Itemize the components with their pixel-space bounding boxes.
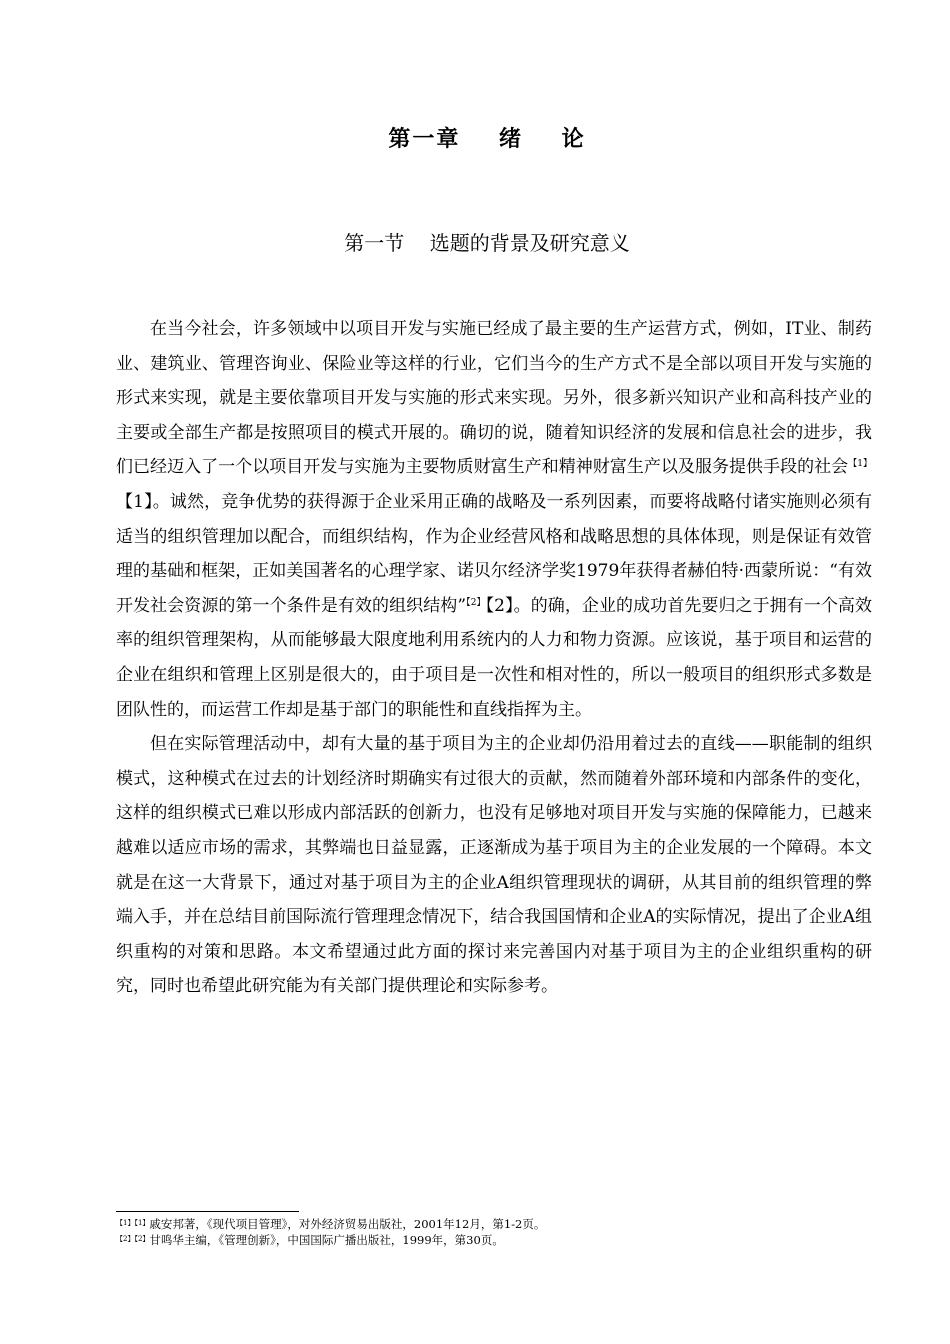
footnote-ref-1: 【1】	[848, 459, 873, 470]
footnotes	[116, 1216, 876, 1248]
chapter-title: 第一章 绪 论	[388, 127, 586, 152]
body-text	[116, 312, 872, 1004]
paragraph-1-text-c: 。的确，企业的成功首先要归之于拥有一个高效率的组织管理架构，从而能够最大限度地利用系统内的人力和物力资源。应该说，基于项目和运营的企业在组织和管理上区别是很大的，由于项目是一次性和相对性的，所以一般项目的组织形式多数是团队性的，而运营工作却是基于部门的职能性和直线指挥为主。	[116, 595, 873, 720]
footnote-2-marker: 【2】【2】	[116, 1235, 150, 1243]
paragraph-1-text-b: 。诚然，竞争优势的获得源于企业采用正确的战略及一系列因素，而要将战略付诸实施则必须有适当的组织管理加以配合，而组织结构，作为企业经营风格和战略思想的具体体现，则是保证有效管理的基础和框架，正如美国著名的心理学家、诺贝尔经济学奖1979年获得者赫伯特·西蒙所说：“有效开发社会资源的第一个条件是有效的组织结构”	[116, 491, 872, 616]
footnote-2	[116, 1232, 876, 1248]
footnote-1	[116, 1216, 876, 1232]
footnote-1-marker: 【1】【1】	[116, 1219, 150, 1227]
section-title: 第一节 选题的背景及研究意义	[344, 231, 630, 255]
footnote-2-text: 甘鸣华主编，《管理创新》，中国国际广播出版社，1999年，第30页。	[149, 1233, 504, 1247]
footnote-1-text: 戚安邦著，《现代项目管理》，对外经济贸易出版社，2001年12月，第1-2页。	[149, 1217, 546, 1231]
footnote-ref-2: 【2】	[466, 597, 486, 608]
paragraph-2: 但在实际管理活动中，却有大量的基于项目为主的企业却仍沿用着过去的直线——职能制的组织模式，这种模式在过去的计划经济时期确实有过很大的贡献，然而随着外部环境和内部条件的变化，这样的组织模式已难以形成内部活跃的创新力，也没有足够地对项目开发与实施的保障能力，已越来越难以适应市场的需求，其弊端也日益显露，正逐渐成为基于项目为主的企业发展的一个障碍。本文就是在这一大背景下，通过对基于项目为主的企业A组织管理现状的调研，从其目前的组织管理的弊端入手，并在总结目前国际流行管理理念情况下，结合我国国情和企业A的实际情况，提出了企业A组织重构的对策和思路。本文希望通过此方面的探讨来完善国内对基于项目为主的企业组织重构的研究，同时也希望此研究能为有关部门提供理论和实际参考。	[116, 734, 872, 997]
footnote-separator	[116, 1211, 299, 1212]
citation-2: 【2】	[485, 595, 514, 616]
citation-1: 【1】	[116, 491, 153, 512]
paragraph-1-text-a: 在当今社会，许多领域中以项目开发与实施已经成了最主要的生产运营方式，例如，IT业、制药业、建筑业、管理咨询业、保险业等这样的行业，它们当今的生产方式不是全部以项目开发与实施的形式来实现，就是主要依靠项目开发与实施的形式来实现。另外，很多新兴知识产业和高科技产业的主要或全部生产都是按照项目的模式开展的。确切的说，随着知识经济的发展和信息社会的进步，我们已经迈入了一个以项目开发与实施为主要物质财富生产和精神财富生产以及服务提供手段的社会	[116, 319, 872, 478]
paragraph-1	[116, 312, 872, 727]
